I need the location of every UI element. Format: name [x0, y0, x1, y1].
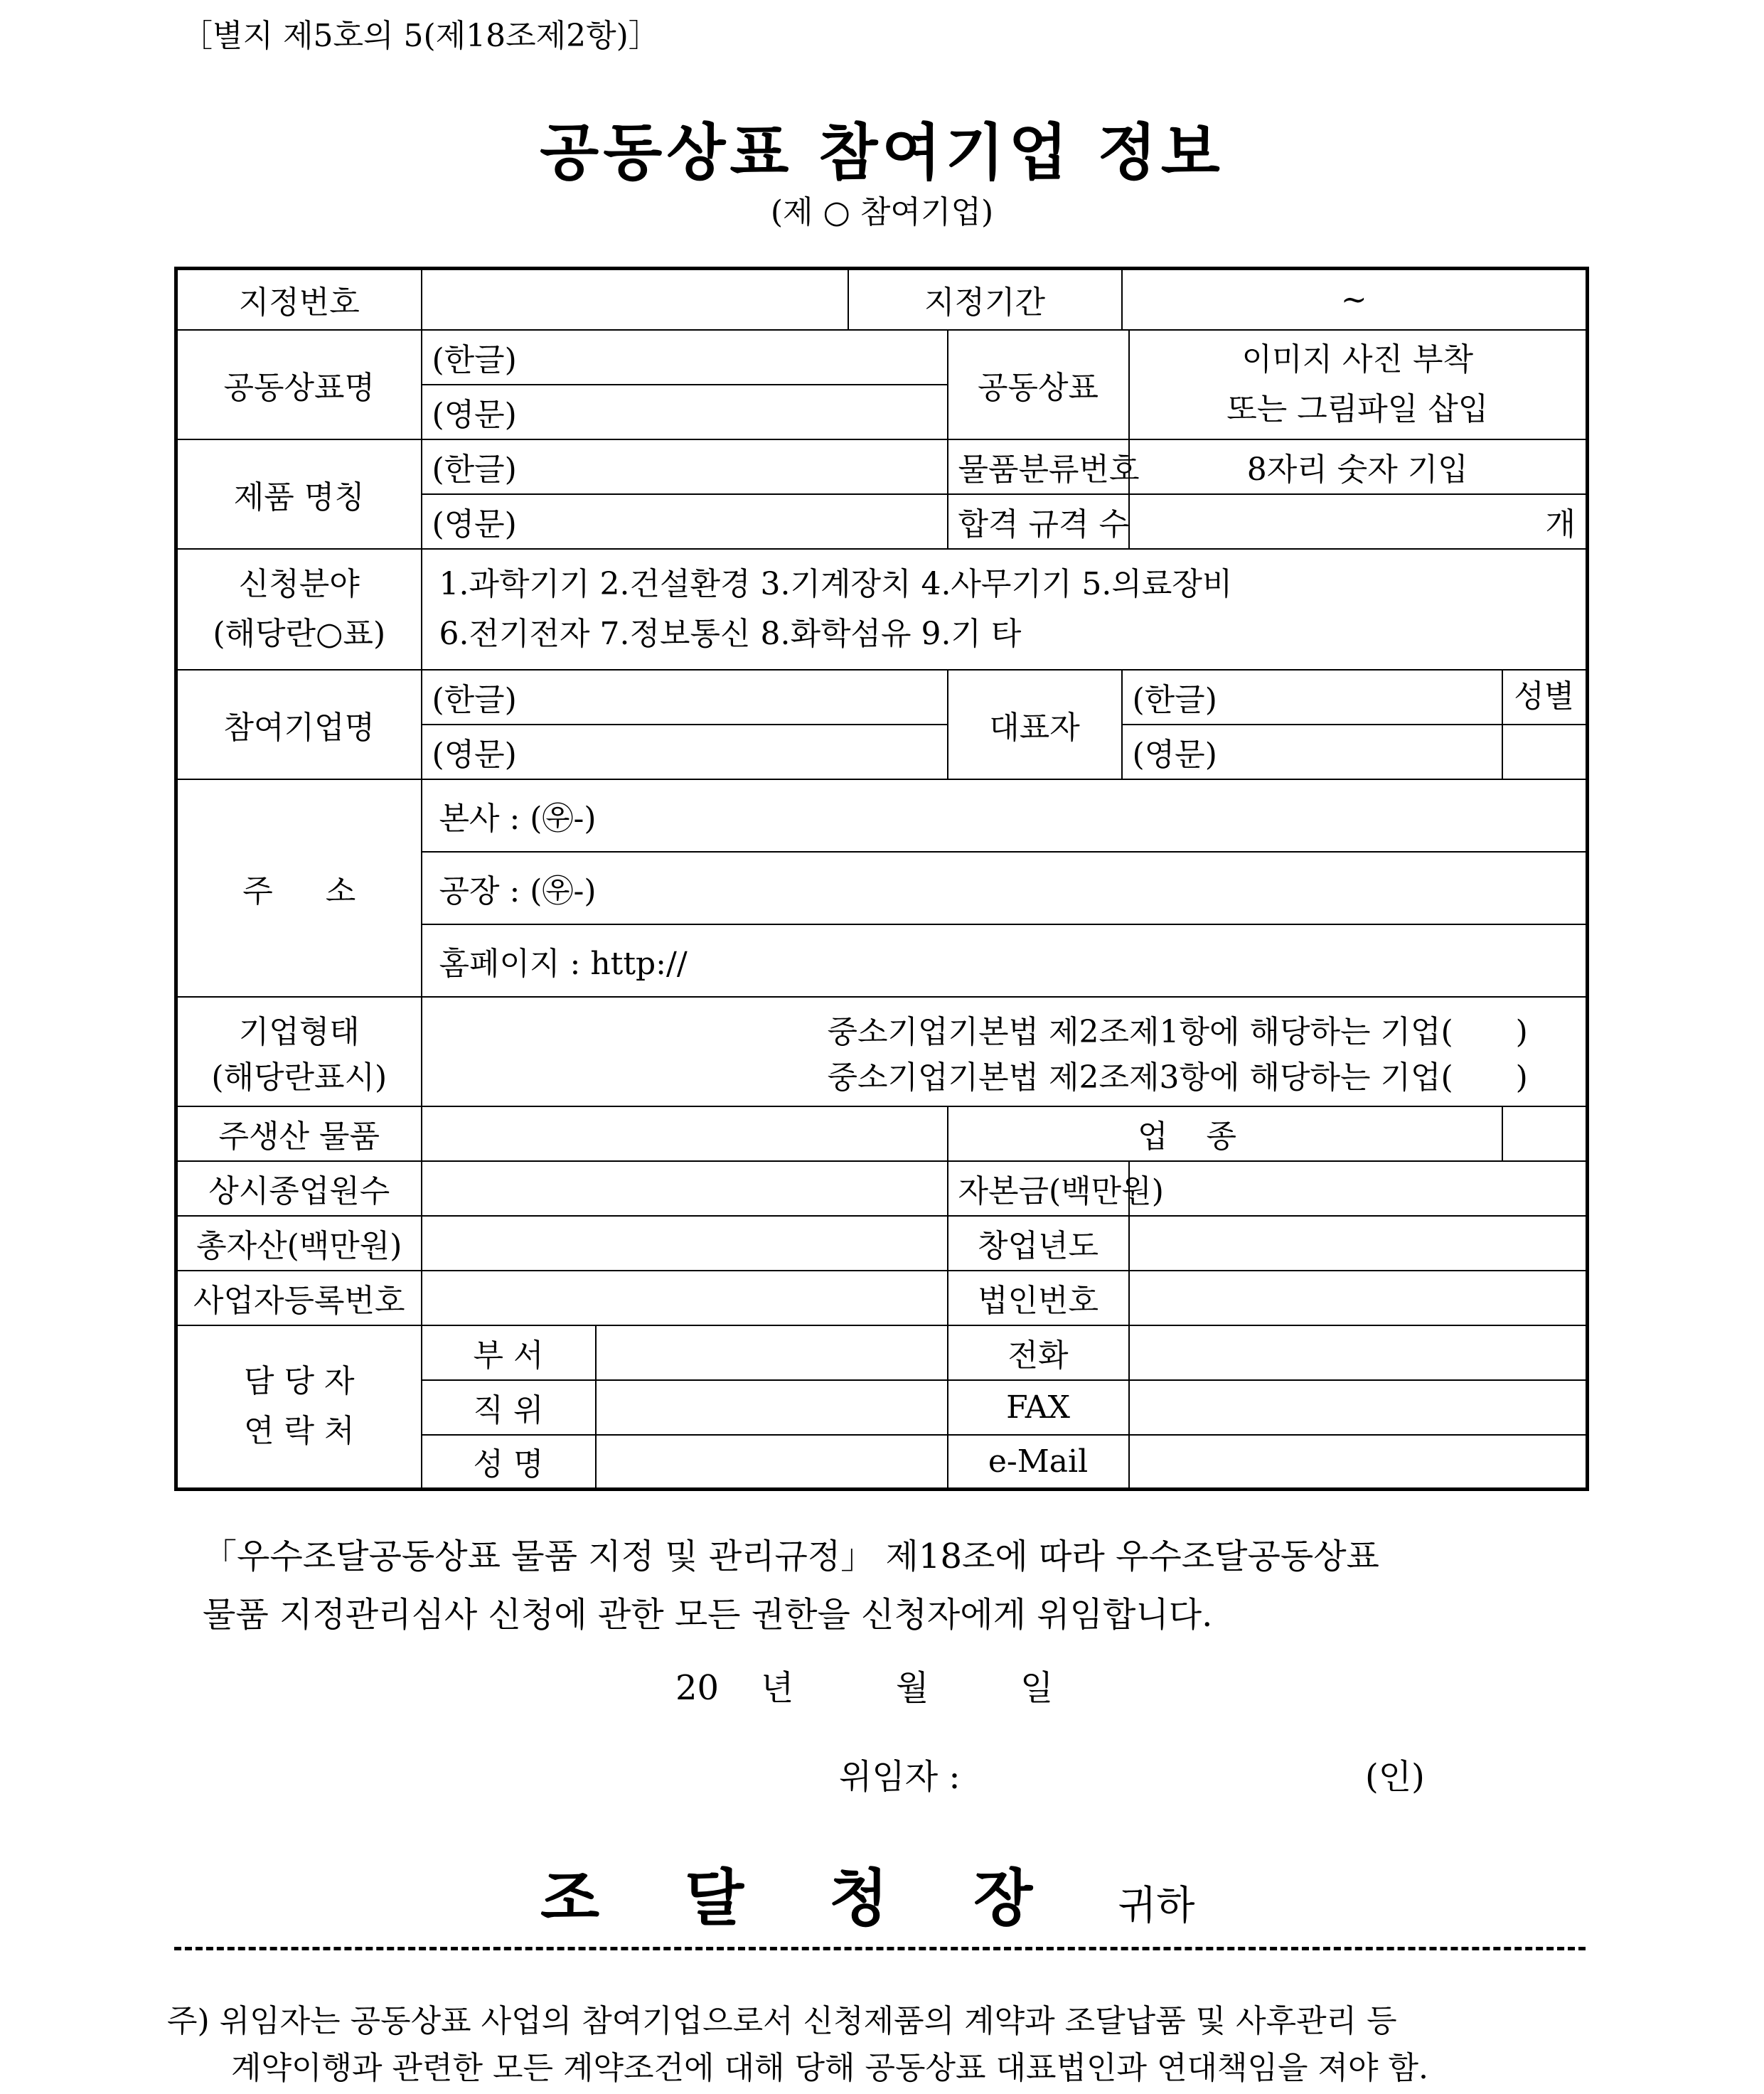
date-month: 월 [896, 1668, 929, 1708]
founded-year-field[interactable] [1129, 1216, 1588, 1271]
company-info-table [174, 267, 1589, 1491]
address-label: 주 소 [176, 779, 422, 997]
trademark-label: 공동상표 [948, 330, 1129, 439]
gender-label: 성별 [1502, 670, 1588, 725]
representative-label: 대표자 [948, 670, 1122, 779]
homepage-field[interactable]: 홈페이지 : http:// [422, 924, 1588, 997]
trademark-note-2: 또는 그림파일 삽입 [1226, 390, 1489, 427]
delegation-statement [203, 1527, 1596, 1644]
capital-label: 자본금(백만원) [948, 1161, 1129, 1216]
delegation-line-1: 「우수조달공동상표 물품 지정 및 관리규정」 제18조에 따라 우수조달공동상표 [203, 1537, 1379, 1576]
designation-period-field[interactable]: ~ [1122, 269, 1588, 330]
company-name-label: 참여기업명 [176, 670, 422, 779]
trademark-note-1: 이미지 사진 부착 [1241, 341, 1474, 378]
designation-period-label: 지정기간 [848, 269, 1122, 330]
item-class-no-label: 물품분류번호 [948, 439, 1129, 494]
corp-no-field[interactable] [1129, 1271, 1588, 1325]
name-label: 성 명 [422, 1435, 596, 1490]
date-year: 년 [761, 1668, 794, 1708]
delegator-label: 위임자 : [839, 1757, 961, 1797]
email-label: e-Mail [948, 1435, 1129, 1490]
position-field[interactable] [596, 1380, 948, 1435]
total-assets-label: 총자산(백만원) [176, 1216, 422, 1271]
corp-no-label: 법인번호 [948, 1271, 1129, 1325]
name-field[interactable] [596, 1435, 948, 1490]
business-reg-no-label: 사업자등록번호 [176, 1271, 422, 1325]
seal-mark: (인) [1365, 1757, 1425, 1797]
application-field-label: 신청분야 (해당란○표) [176, 549, 422, 670]
company-name-english[interactable]: (영문) [422, 725, 948, 779]
business-reg-no-field[interactable] [422, 1271, 948, 1325]
industry-label: 업 종 [948, 1106, 1502, 1161]
company-type-label: 기업형태 (해당란표시) [176, 997, 422, 1106]
employees-label: 상시종업원수 [176, 1161, 422, 1216]
company-name-korean[interactable]: (한글) [422, 670, 948, 725]
company-type-options[interactable] [422, 997, 1588, 1106]
date-line[interactable] [675, 1660, 1053, 1709]
footnote-line-1: 주) 위임자는 공동상표 사업의 참여기업으로서 신청제품의 계약과 조달납품 및 사후관리 등 [167, 2003, 1397, 2039]
founded-year-label: 창업년도 [948, 1216, 1129, 1271]
company-type-option-2: 중소기업기본법 제2조제3항에 해당하는 기업( ) [827, 1059, 1528, 1096]
form-reference: ［별지 제5호의 5(제18조제2항)］ [181, 18, 660, 54]
capital-field[interactable] [1129, 1161, 1588, 1216]
representative-english[interactable]: (영문) [1122, 725, 1502, 779]
company-type-option-1: 중소기업기본법 제2조제1항에 해당하는 기업( ) [827, 1013, 1528, 1050]
gender-field[interactable] [1502, 725, 1588, 779]
footnote-line-2: 계약이행과 관련한 모든 계약조건에 대해 당해 공동상표 대표법인과 연대책임을 져야 함. [231, 2050, 1428, 2086]
footnote [167, 1998, 1596, 2092]
contact-label: 담 당 자 연 락 처 [176, 1325, 422, 1490]
item-class-no-field[interactable]: 8자리 숫자 기입 [1129, 439, 1588, 494]
department-field[interactable] [596, 1325, 948, 1380]
main-product-label: 주생산 물품 [176, 1106, 422, 1161]
date-day: 일 [1020, 1668, 1054, 1708]
trademark-name-english[interactable]: (영문) [422, 385, 948, 439]
fax-label: FAX [948, 1380, 1129, 1435]
factory-field[interactable]: 공장 : (㉾-) [422, 852, 1588, 924]
designation-no-label: 지정번호 [176, 269, 422, 330]
phone-field[interactable] [1129, 1325, 1588, 1380]
addressee-suffix: 귀하 [1118, 1883, 1195, 1929]
fax-field[interactable] [1129, 1380, 1588, 1435]
fields-row-1: 1.과학기기 2.건설환경 3.기계장치 4.사무기기 5.의료장비 [439, 565, 1233, 602]
document-subtitle: (제 ○ 참여기업) [770, 194, 994, 230]
total-assets-field[interactable] [422, 1216, 948, 1271]
representative-korean[interactable]: (한글) [1122, 670, 1502, 725]
main-product-field[interactable] [422, 1106, 948, 1161]
designation-no-field[interactable] [422, 269, 848, 330]
product-name-label: 제품 명칭 [176, 439, 422, 549]
document-title: 공동상표 참여기업 정보 [540, 117, 1224, 188]
passed-specs-label: 합격 규격 수 [948, 494, 1129, 549]
trademark-name-label: 공동상표명 [176, 330, 422, 439]
position-label: 직 위 [422, 1380, 596, 1435]
employees-field[interactable] [422, 1161, 948, 1216]
fields-row-2: 6.전기전자 7.정보통신 8.화학섬유 9.기 타 [439, 615, 1022, 652]
product-name-english[interactable]: (영문) [422, 494, 948, 549]
email-field[interactable] [1129, 1435, 1588, 1490]
department-label: 부 서 [422, 1325, 596, 1380]
passed-specs-field[interactable]: 개 [1129, 494, 1588, 549]
trademark-image-slot[interactable] [1129, 330, 1588, 439]
trademark-name-korean[interactable]: (한글) [422, 330, 948, 385]
date-year-prefix: 20 [675, 1668, 720, 1708]
product-name-korean[interactable]: (한글) [422, 439, 948, 494]
phone-label: 전화 [948, 1325, 1129, 1380]
addressee-name: 조달청장 [540, 1862, 1118, 1934]
addressee [540, 1849, 1195, 1937]
head-office-field[interactable]: 본사 : (㉾-) [422, 779, 1588, 852]
application-field-options[interactable] [422, 549, 1588, 670]
dashed-divider [174, 1947, 1586, 1950]
delegation-line-2: 물품 지정관리심사 신청에 관한 모든 권한을 신청자에게 위임합니다. [203, 1595, 1213, 1635]
